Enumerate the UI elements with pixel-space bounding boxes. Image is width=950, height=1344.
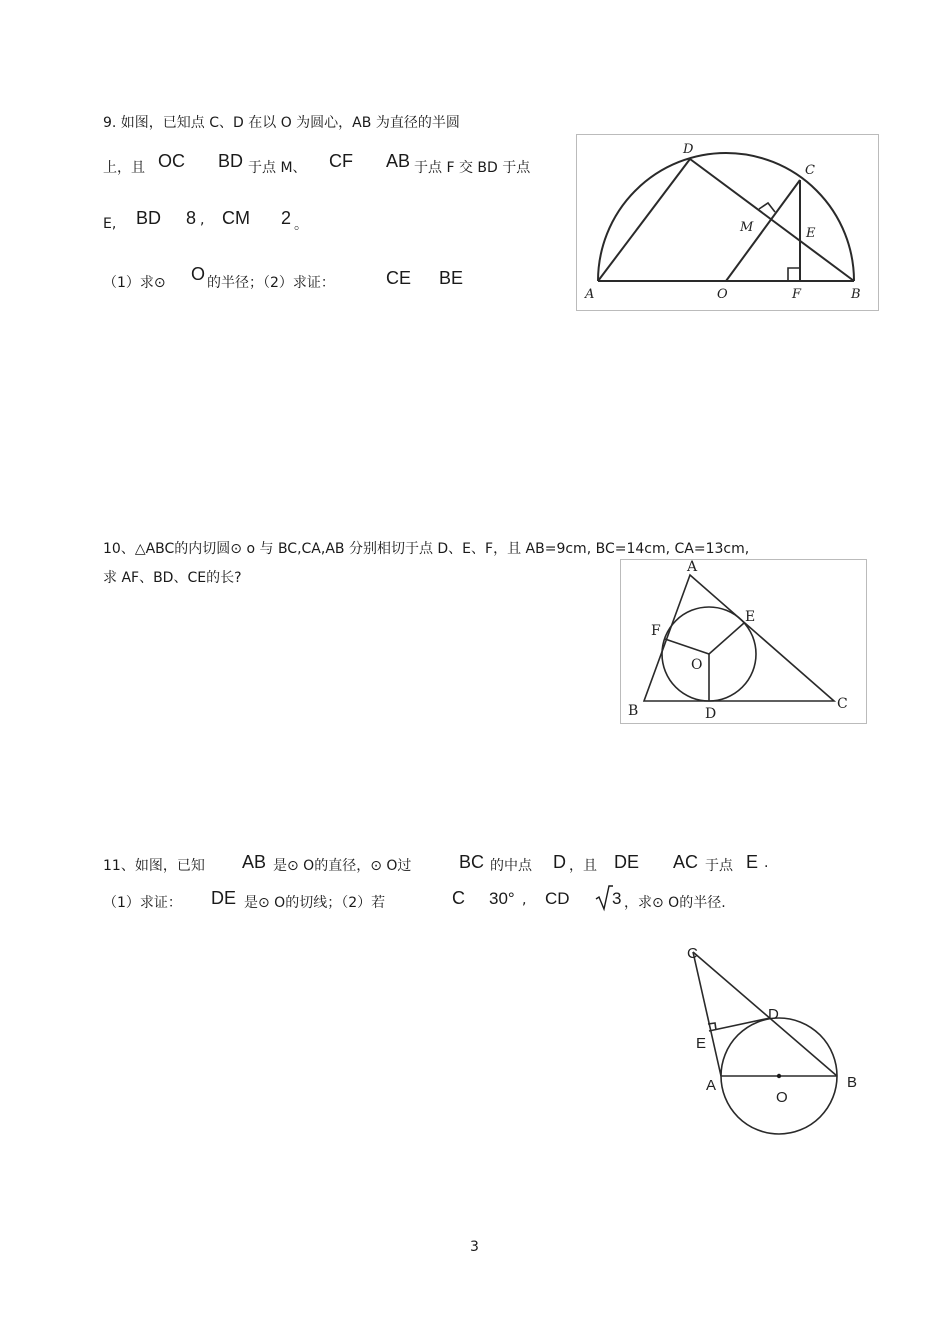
q9-line3-e: E,	[103, 216, 117, 232]
q11-figure	[680, 938, 870, 1138]
q11-line1-end: .	[764, 855, 769, 871]
q10-label-b: B	[628, 703, 639, 719]
q11-label-a: A	[706, 1077, 717, 1094]
q9-line3-2: 2	[281, 208, 292, 228]
q11-line-ca	[693, 952, 721, 1076]
q11-label-o: O	[776, 1089, 788, 1106]
q9-line1: 9. 如图，已知点 C、D 在以 O 为圆心，AB 为直径的半圆	[103, 115, 460, 131]
q9-label-c: C	[805, 163, 815, 178]
q11-line2-comma: ,	[522, 892, 527, 908]
q11-ac: AC	[673, 852, 699, 872]
q11-line2-3: 3	[612, 889, 622, 908]
q10-label-e: E	[745, 609, 756, 625]
q11-line1-text-e: ，且	[569, 858, 597, 874]
q9-label-b: B	[851, 287, 861, 302]
q9-line4-be: BE	[439, 268, 464, 288]
q9-line2-text-c: 于点 F 交 BD 于点	[414, 160, 531, 176]
q9-figure-svg	[576, 134, 880, 312]
q9-figure-border	[577, 135, 879, 311]
q11-label-e: E	[696, 1035, 707, 1052]
q9-label-o: O	[717, 287, 728, 302]
q9-line4-o: O	[191, 264, 206, 284]
q9-label-f: F	[792, 287, 802, 302]
q10-label-c: C	[837, 696, 848, 712]
q11-line2-cd: CD	[545, 889, 570, 908]
q9-label-m: M	[740, 220, 754, 235]
q11-bc: BC	[459, 852, 485, 872]
q11-ab: AB	[242, 852, 267, 872]
q10-figure-border	[621, 560, 867, 724]
q9-label-d: D	[683, 142, 694, 157]
q9-line3-comma: ,	[200, 212, 205, 228]
q9-line3-8: 8	[186, 208, 197, 228]
q9-line4-ce: CE	[386, 268, 412, 288]
q9-label-a: A	[585, 287, 595, 302]
q11-e: E	[746, 852, 759, 872]
q11-label-b: B	[847, 1074, 858, 1091]
q9-line2-text-a: 上，且	[103, 160, 145, 176]
q9-line3-bd: BD	[136, 208, 162, 228]
q11-center-dot	[777, 1074, 781, 1078]
q11-line-cb	[693, 952, 837, 1076]
q9-bd: BD	[218, 151, 244, 171]
q11-line2-c: C	[452, 888, 465, 908]
q11-line2-de: DE	[211, 888, 237, 908]
q11-label-c: C	[687, 945, 698, 962]
q11-line2-30: 30°	[489, 889, 515, 908]
q9-figure	[576, 134, 880, 312]
q11-line2-text-a: （1）求证：	[103, 895, 182, 911]
q11-line1-text-c: 的中点	[490, 858, 532, 874]
q9-line4-text-b: 的半径；（2）求证：	[207, 275, 335, 291]
q9-line4-text-a: （1）求⊙	[103, 275, 166, 291]
q9-line2-text-b: 于点 M、	[248, 160, 307, 176]
q10-label-f: F	[651, 623, 661, 639]
q11-sqrt-sign	[595, 884, 613, 912]
q11-line1-text-b: 是⊙ O的直径，⊙ O过	[273, 858, 412, 874]
q9-line3-cm: CM	[222, 208, 250, 228]
q10-label-a: A	[687, 559, 698, 575]
q11-line1-text-a: 11、如图，已知	[103, 858, 205, 874]
q10-figure-svg	[620, 559, 868, 725]
q9-oc: OC	[158, 151, 185, 171]
q10-line1: 10、△ABC的内切圆⊙ o 与 BC,CA,AB 分别相切于点 D、E、F，且 AB=9cm, BC=14cm, CA=13cm,	[103, 541, 750, 557]
q11-line2-end: ，求⊙ O的半径.	[624, 895, 726, 911]
q11-de: DE	[614, 852, 640, 872]
q9-line3-end: 。	[294, 217, 308, 233]
q11-line1-text-f: 于点	[705, 858, 733, 874]
q11-line2-text-b: 是⊙ O的切线；（2）若	[244, 895, 386, 911]
q11-label-d: D	[768, 1006, 779, 1023]
q10-line2: 求 AF、BD、CE的长?	[103, 570, 242, 586]
q10-label-d: D	[705, 706, 717, 722]
q11-figure-svg	[680, 938, 870, 1138]
q9-cf: CF	[329, 151, 353, 171]
q9-label-e: E	[806, 226, 816, 241]
q10-label-o: O	[691, 657, 703, 673]
page-number: 3	[470, 1239, 479, 1255]
q11-d: D	[553, 852, 566, 872]
q9-ab: AB	[386, 151, 411, 171]
q11-line-ed	[709, 1018, 770, 1031]
q10-figure	[620, 559, 868, 725]
